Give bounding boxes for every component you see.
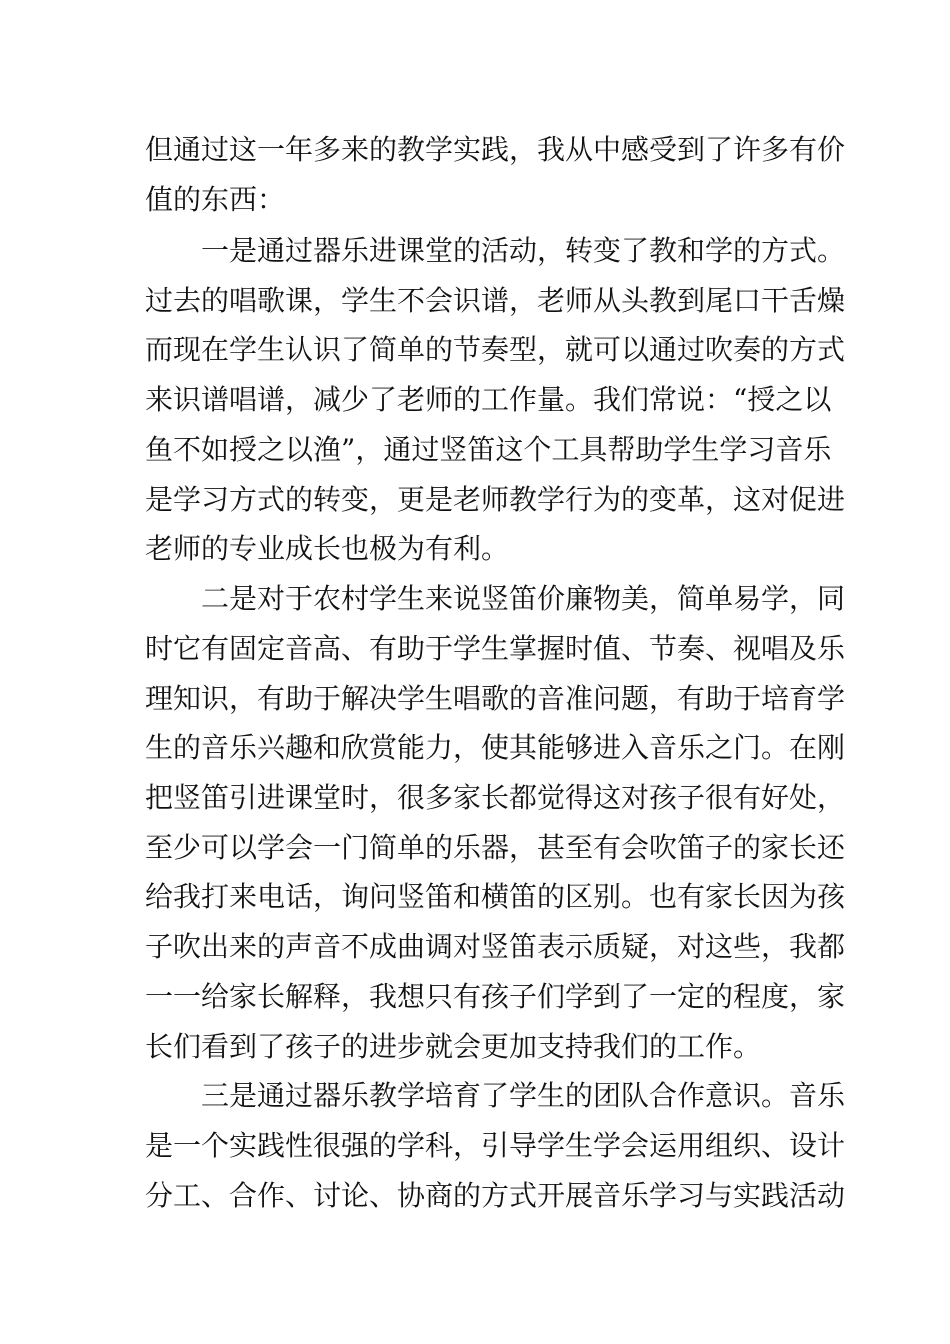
text-line: 鱼不如授之以渔”，通过竖笛这个工具帮助学生学习音乐 [145,433,832,466]
text-line: 老师的专业成长也极为有利。 [145,532,510,565]
paragraph-first-line: 三是通过器乐教学培育了学生的团队合作意识。音乐 [201,1079,846,1112]
text-line: 至少可以学会一门简单的乐器，甚至有会吹笛子的家长还 [145,831,846,864]
text-line: 但通过这一年多来的教学实践，我从中感受到了许多有价 [145,133,846,166]
text-line: 来识谱唱谱，减少了老师的工作量。我们常说：“授之以 [145,383,832,416]
text-line: 生的音乐兴趣和欣赏能力，使其能够进入音乐之门。在刚 [145,731,846,764]
paragraph-first-line: 一是通过器乐进课堂的活动，转变了教和学的方式。 [201,234,846,267]
text-line: 值的东西： [145,183,286,216]
text-line: 理知识，有助于解决学生唱歌的音准问题，有助于培育学 [145,682,846,715]
text-line: 时它有固定音高、有助于学生掌握时值、节奏、视唱及乐 [145,632,846,665]
paragraph-first-line: 二是对于农村学生来说竖笛价廉物美，简单易学，同 [201,582,846,615]
text-line: 是学习方式的转变，更是老师教学行为的变革，这对促进 [145,483,846,516]
text-line: 是一个实践性很强的学科，引导学生学会运用组织、设计 [145,1129,846,1162]
text-line: 子吹出来的声音不成曲调对竖笛表示质疑，对这些，我都 [145,930,846,963]
text-line: 过去的唱歌课，学生不会识谱，老师从头教到尾口干舌燥 [145,284,846,317]
text-line: 给我打来电话，询问竖笛和横笛的区别。也有家长因为孩 [145,880,846,913]
text-line: 把竖笛引进课堂时，很多家长都觉得这对孩子很有好处， [145,781,846,814]
text-line: 而现在学生认识了简单的节奏型，就可以通过吹奏的方式 [145,333,846,366]
text-line: 长们看到了孩子的进步就会更加支持我们的工作。 [145,1030,762,1063]
text-line: 分工、合作、讨论、协商的方式开展音乐学习与实践活动 [145,1179,846,1212]
text-line: 一一给家长解释，我想只有孩子们学到了一定的程度，家 [145,980,846,1013]
